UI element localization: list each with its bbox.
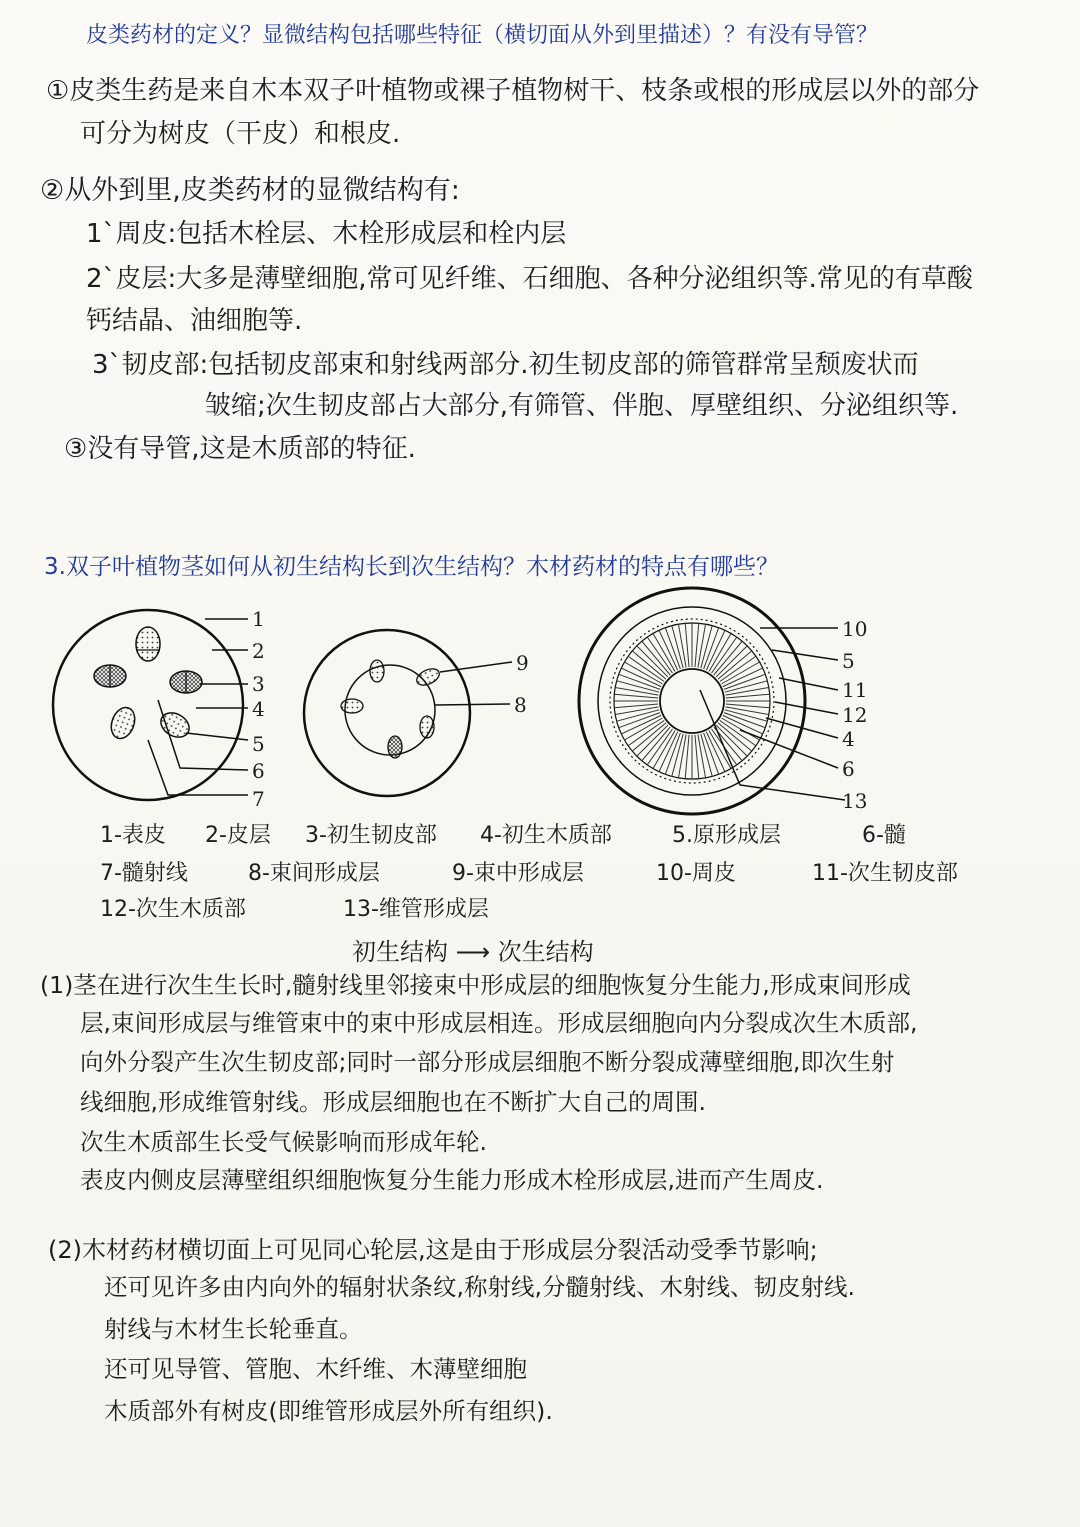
callout-8: 8	[514, 693, 527, 717]
legend-13: 13-维管形成层	[343, 897, 489, 922]
para-2-line-5: 木质部外有树皮(即维管形成层外所有组织).	[104, 1397, 553, 1425]
radial-ray	[685, 623, 689, 667]
radial-ray	[720, 721, 756, 746]
callout-10: 10	[842, 617, 868, 641]
para-2-line-2: 还可见许多由内向外的辐射状条纹,称射线,分髓射线、木射线、韧皮射线.	[104, 1273, 855, 1301]
para-2-line-3: 射线与木材生长轮垂直。	[104, 1315, 363, 1343]
callout-4: 4	[252, 697, 265, 721]
para-1-line-3: 向外分裂产生次生韧皮部;同时一部分形成层细胞不断分裂成薄壁细胞,即次生射	[80, 1048, 895, 1076]
callout-13: 13	[842, 789, 868, 813]
diagram-transition-structure	[304, 630, 529, 796]
radial-ray	[718, 723, 752, 751]
legend-3: 3-初生韧皮部	[305, 823, 437, 848]
radial-ray	[614, 704, 658, 708]
radial-ray	[615, 687, 658, 695]
radial-ray	[628, 721, 664, 746]
callout-11: 11	[842, 678, 868, 702]
radial-ray	[685, 735, 689, 779]
legend-12: 12-次生木质部	[100, 897, 246, 922]
radial-ray	[614, 694, 658, 698]
answer-1-item-3: 3ˋ韧皮部:包括韧皮部束和射线两部分.初生韧皮部的筛管群常呈颓废状而	[92, 350, 919, 380]
radial-ray	[718, 651, 752, 679]
legend-11: 11-次生韧皮部	[812, 861, 958, 886]
diagram-primary-structure	[53, 607, 265, 811]
callout-6: 6	[252, 759, 265, 783]
para-1-line-6: 表皮内侧皮层薄壁组织细胞恢复分生能力形成木栓形成层,进而产生周皮.	[80, 1166, 824, 1194]
radial-ray	[632, 651, 666, 679]
radial-ray	[615, 707, 658, 715]
para-2-line-4: 还可见导管、管胞、木纤维、木薄壁细胞	[104, 1355, 527, 1383]
para-1-line-2: 层,束间形成层与维管束中的束中形成层相连。形成层细胞向内分裂成次生木质部,	[80, 1009, 918, 1037]
para-1-line-5: 次生木质部生长受气候影响而形成年轮.	[80, 1128, 487, 1156]
answer-1-item-1: 1ˋ周皮:包括木栓层、木栓形成层和栓内层	[86, 219, 567, 249]
legend-2: 2-皮层	[205, 823, 271, 848]
question-3: 3.双子叶植物茎如何从初生结构长到次生结构？木材药材的特点有哪些？	[44, 554, 779, 580]
radial-ray	[726, 694, 770, 698]
radial-ray	[642, 727, 670, 761]
para-1-line-1: (1)茎在进行次生生长时,髓射线里邻接束中形成层的细胞恢复分生能力,形成束间形成	[40, 971, 911, 999]
radial-ray	[720, 656, 756, 681]
callout-5-right: 5	[842, 649, 855, 673]
callout-3: 3	[252, 672, 265, 696]
flow-heading: 初生结构 ⟶ 次生结构	[352, 938, 594, 966]
radial-ray	[632, 723, 666, 751]
legend-5: 5.原形成层	[672, 823, 781, 848]
legend-8: 8-束间形成层	[248, 861, 380, 886]
diagram-secondary-structure	[579, 588, 867, 814]
radial-ray	[714, 641, 742, 675]
answer-1-item-2: 2ˋ皮层:大多是薄壁细胞,常可见纤维、石细胞、各种分泌组织等.常见的有草酸	[86, 264, 973, 294]
answer-1-item-2b: 钙结晶、油细胞等.	[86, 306, 303, 336]
radial-ray	[726, 704, 770, 708]
legend-4: 4-初生木质部	[480, 823, 612, 848]
callout-4-right: 4	[842, 727, 855, 751]
radial-ray	[678, 734, 686, 777]
callout-2: 2	[252, 639, 265, 663]
radial-ray	[698, 734, 706, 777]
radial-ray	[712, 637, 737, 673]
callout-6-right: 6	[842, 757, 855, 781]
legend-9: 9-束中形成层	[452, 861, 584, 886]
radial-ray	[695, 735, 699, 779]
radial-ray	[628, 656, 664, 681]
radial-ray	[695, 623, 699, 667]
answer-1-line-1: ①皮类生药是来自木本双子叶植物或裸子植物树干、枝条或根的形成层以外的部分	[46, 76, 980, 106]
radial-ray	[725, 707, 768, 715]
answer-1-item-3b: 皱缩;次生韧皮部占大部分,有筛管、伴胞、厚壁组织、分泌组织等.	[205, 391, 959, 421]
radial-ray	[647, 637, 672, 673]
callout-1: 1	[252, 607, 265, 631]
legend-7: 7-髓射线	[100, 861, 188, 886]
callout-7: 7	[252, 787, 265, 811]
callout-12: 12	[842, 703, 868, 727]
callout-5: 5	[252, 732, 265, 756]
answer-1-line-2: 可分为树皮（干皮）和根皮.	[80, 119, 401, 149]
callout-9: 9	[516, 651, 529, 675]
para-1-line-4: 线细胞,形成维管射线。形成层细胞也在不断扩大自己的周围.	[80, 1088, 706, 1116]
radial-ray	[725, 687, 768, 695]
radial-ray	[678, 624, 686, 667]
legend-1: 1-表皮	[100, 823, 166, 848]
radial-ray	[647, 729, 672, 765]
radial-ray	[698, 624, 706, 667]
para-2-line-1: (2)木材药材横切面上可见同心轮层,这是由于形成层分裂活动受季节影响;	[48, 1236, 818, 1264]
answer-1-line-4: ③没有导管,这是木质部的特征.	[64, 434, 416, 464]
radial-ray	[642, 641, 670, 675]
legend-6: 6-髓	[862, 823, 906, 848]
question-1: 皮类药材的定义？显微结构包括哪些特征（横切面从外到里描述）？有没有导管？	[86, 23, 879, 48]
legend-10: 10-周皮	[656, 861, 736, 886]
answer-1-line-3: ②从外到里,皮类药材的显微结构有:	[40, 175, 460, 206]
